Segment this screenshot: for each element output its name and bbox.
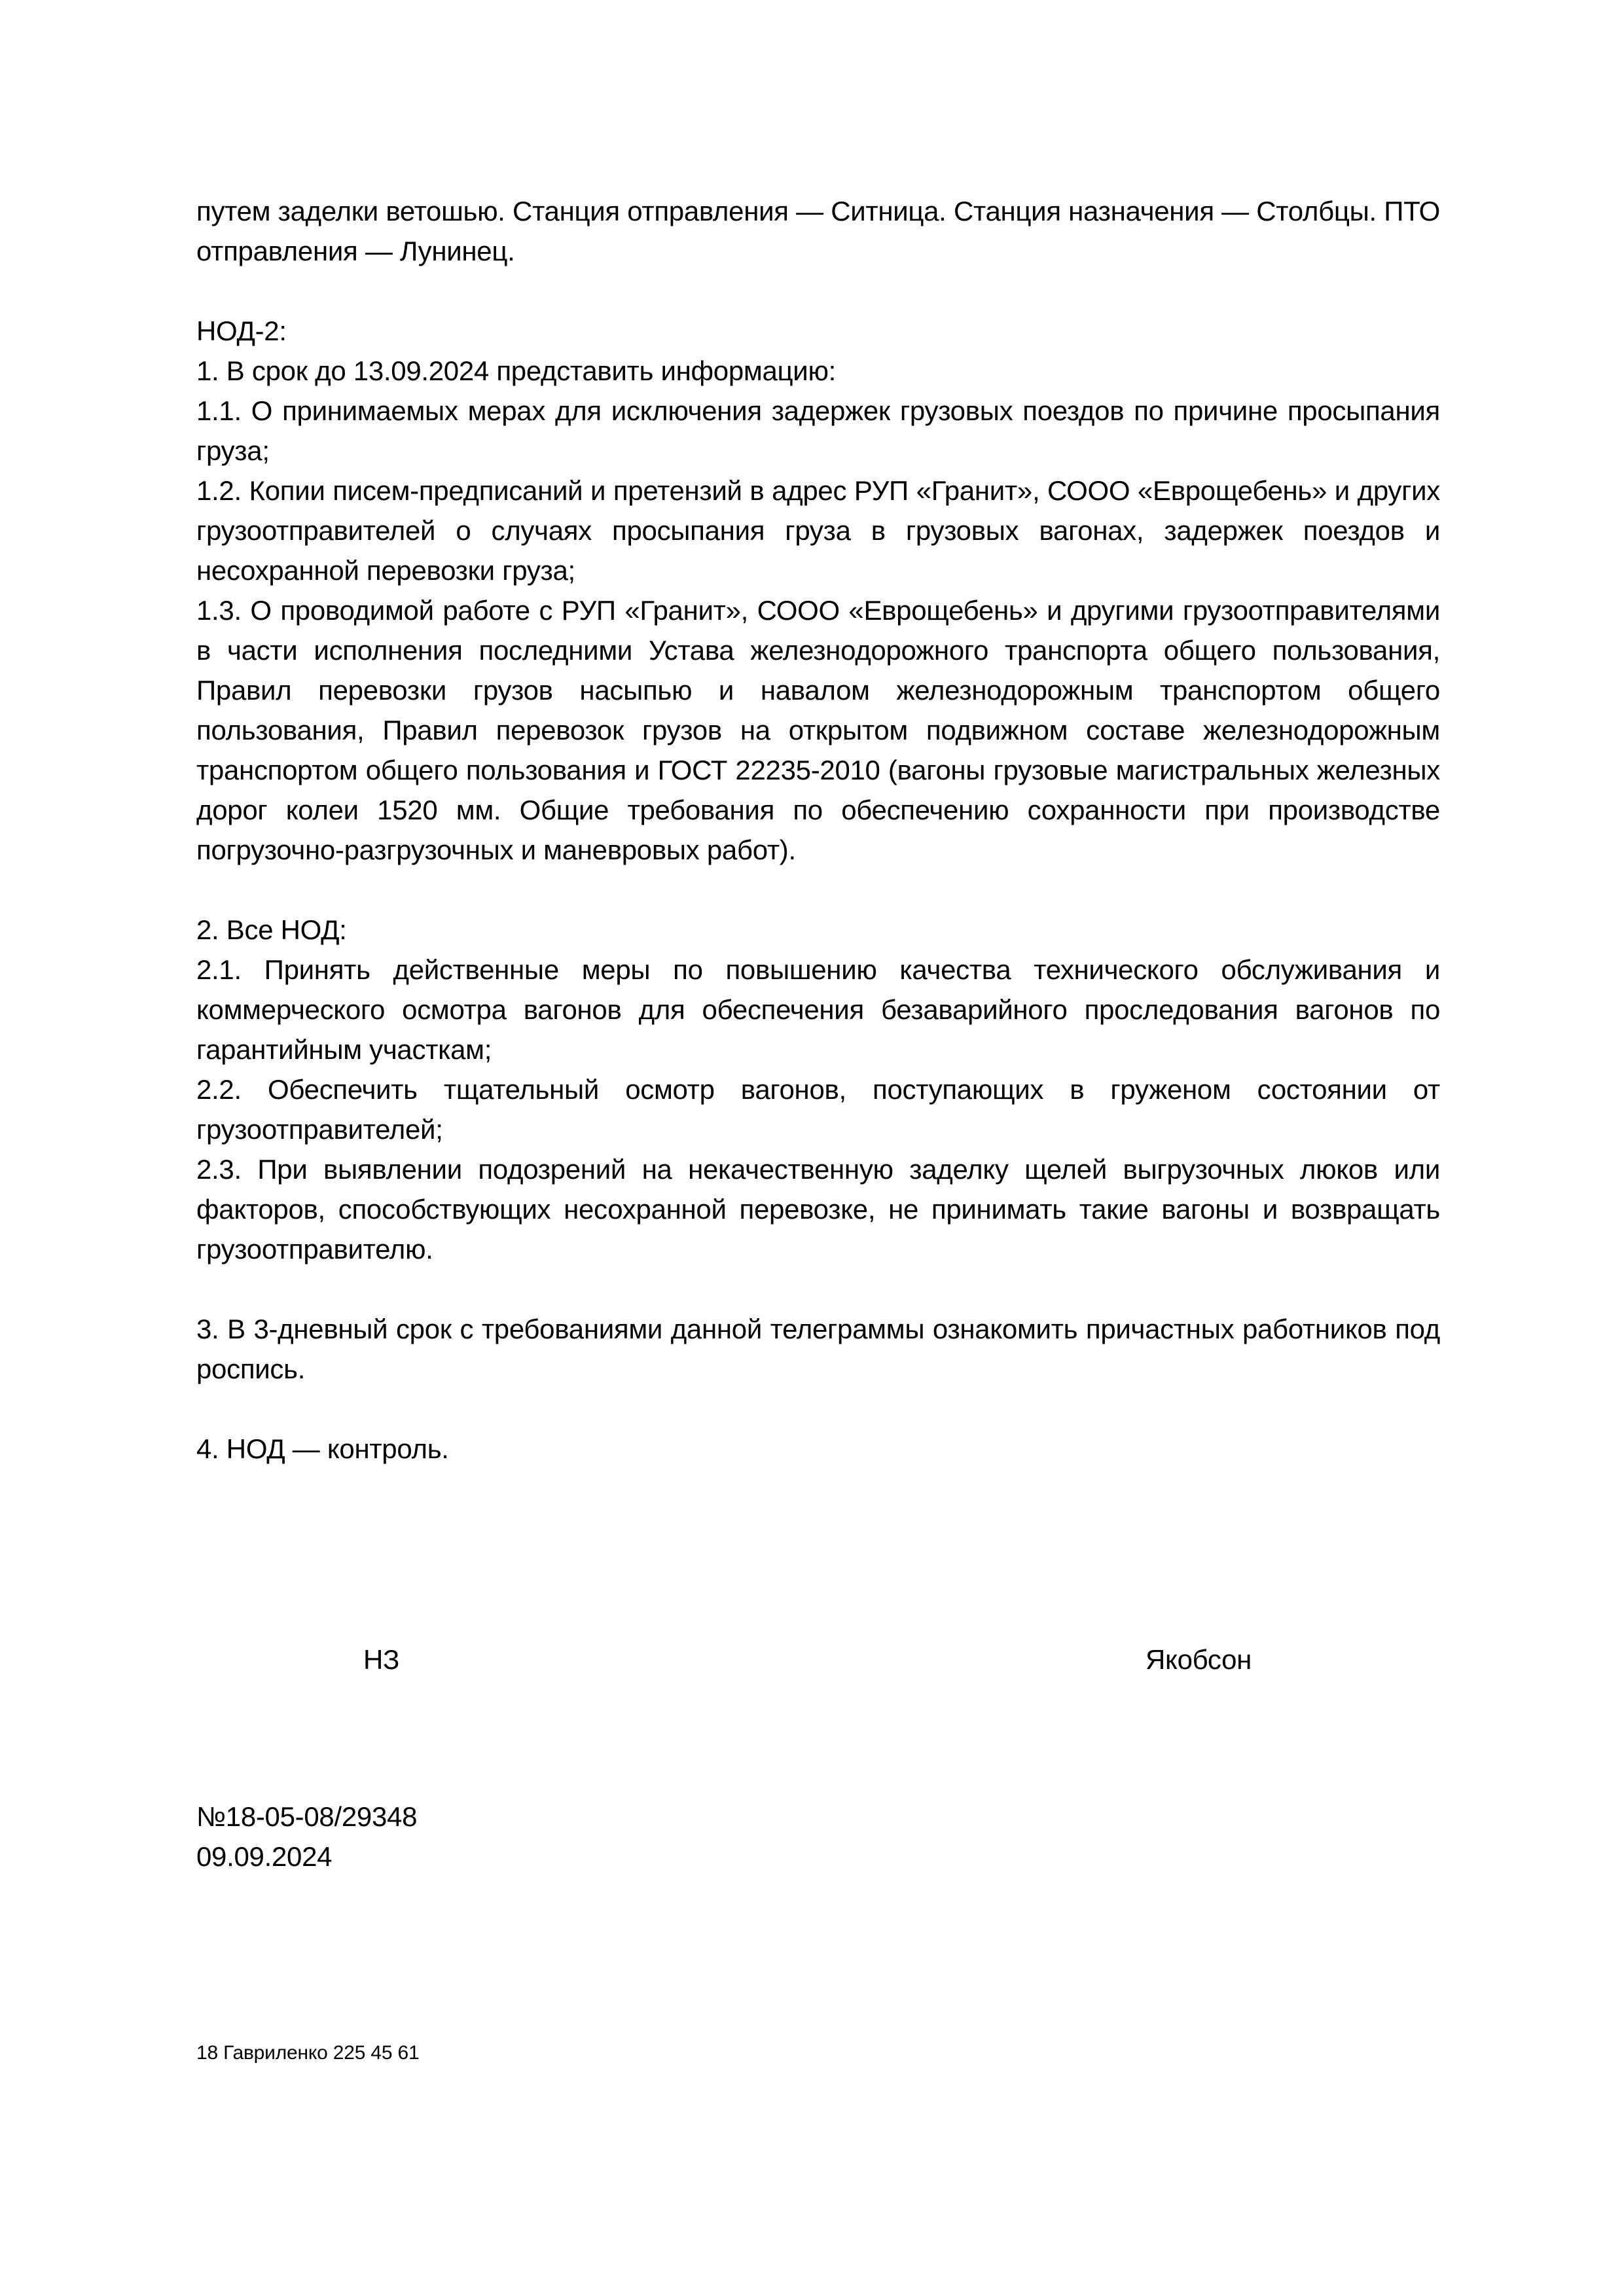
signature-row (196, 1640, 1440, 1679)
blank-line (196, 870, 1440, 910)
paragraph: 2.1. Принять действенные меры по повышению качества технического обслуживания и коммерческого осмотра вагонов для обеспечения безаварийного проследования вагонов по гарантийным участкам; (196, 954, 1440, 1065)
reference-date: 09.09.2024 (196, 1841, 333, 1872)
document-body (196, 191, 1440, 1469)
paragraph: 1.3. О проводимой работе с РУП «Гранит», СООО «Еврощебень» и другими грузоотправителями в части исполнения последними Устава железнодорожного транспорта общего пользования, Правил перевозки грузов насыпью и навалом железнодорожным транспортом общего пользования, Правил перевозок грузов на открытом подвижном составе железнодорожным транспортом общего пользования и ГОСТ 22235-2010 (вагоны грузовые магистральных железных дорог колеи 1520 мм. Общие требования по обеспечению сохранности при производстве погрузочно-разгрузочных и маневровых работ). (196, 595, 1440, 865)
paragraph: НОД-2: (196, 315, 287, 346)
paragraph: 1.1. О принимаемых мерах для исключения задержек грузовых поездов по причине просыпания груза; (196, 395, 1440, 466)
paragraph: 4. НОД — контроль. (196, 1433, 449, 1464)
paragraph: 2.3. При выявлении подозрений на некачественную заделку щелей выгрузочных люков или факторов, способствующих несохранной перевозке, не принимать такие вагоны и возвращать грузоотправителю. (196, 1154, 1440, 1265)
reference-number: №18-05-08/29348 (196, 1801, 418, 1832)
paragraph: 2.2. Обеспечить тщательный осмотр вагонов, поступающих в груженом состоянии от грузоотправителей; (196, 1074, 1440, 1145)
executor-footer: 18 Гавриленко 225 45 61 (196, 2042, 420, 2064)
paragraph: 1.2. Копии писем-предписаний и претензий в адрес РУП «Гранит», СООО «Еврощебень» и других грузоотправителей о случаях просыпания груза в грузовых вагонах, задержек поездов и несохранной перевозки груза; (196, 475, 1440, 586)
reference-block (196, 1797, 417, 1876)
blank-line (196, 1389, 1440, 1429)
paragraph: 3. В 3-дневный срок с требованиями данной телеграммы ознакомить причастных работников под роспись. (196, 1314, 1440, 1384)
paragraph: 1. В срок до 13.09.2024 представить информацию: (196, 355, 837, 386)
blank-line (196, 1269, 1440, 1309)
paragraph: 2. Все НОД: (196, 914, 347, 945)
signature-position-label: НЗ (363, 1644, 400, 1675)
paragraph: путем заделки ветошью. Станция отправления — Ситница. Станция назначения — Столбцы. ПТО отправления — Лунинец. (196, 196, 1440, 266)
signature-name: Якобсон (1146, 1644, 1252, 1675)
blank-line (196, 271, 1440, 311)
